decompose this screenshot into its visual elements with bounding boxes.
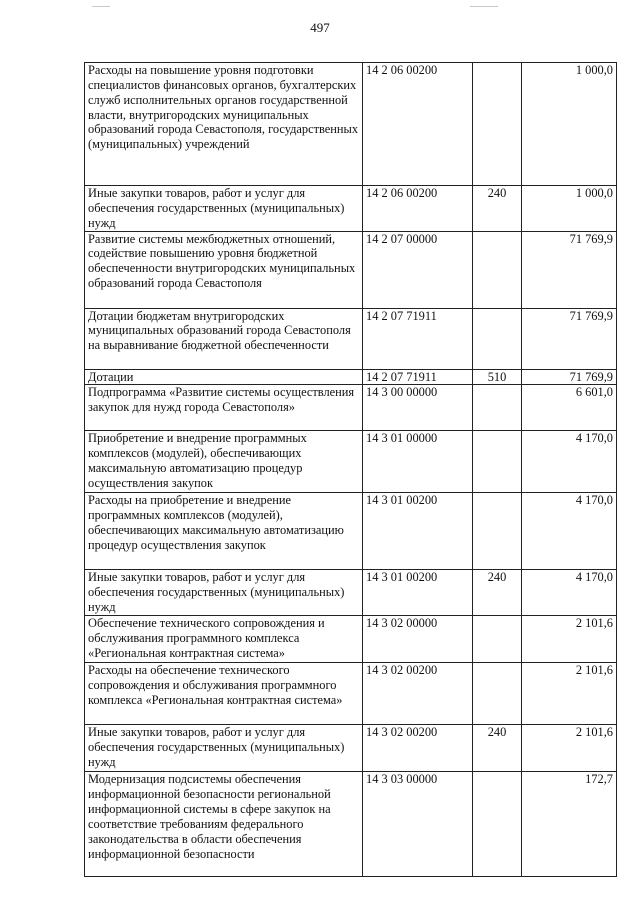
- amount-cell: 2 101,6: [522, 663, 617, 725]
- target-article-code-cell: 14 3 02 00200: [363, 725, 473, 772]
- target-article-code-cell: 14 3 01 00200: [363, 570, 473, 616]
- expense-type-cell: [473, 308, 522, 369]
- expense-name-cell: Иные закупки товаров, работ и услуг для обеспечения государственных (муниципальных) нужд: [85, 570, 363, 616]
- expense-type-cell: [473, 231, 522, 308]
- target-article-code-cell: 14 2 06 00200: [363, 186, 473, 232]
- target-article-code-cell: 14 2 07 71911: [363, 369, 473, 385]
- table-row: [85, 431, 617, 493]
- expense-name-cell: Обеспечение технического сопровождения и обслуживания программного комплекса «Региональная контрактная система»: [85, 616, 363, 663]
- target-article-code-cell: 14 3 00 00000: [363, 385, 473, 431]
- expense-name-cell: Расходы на обеспечение технического сопровождения и обслуживания программного комплекса «Региональная контрактная система»: [85, 663, 363, 725]
- expense-type-cell: [473, 772, 522, 877]
- amount-cell: 71 769,9: [522, 231, 617, 308]
- expense-type-cell: [473, 385, 522, 431]
- budget-table-body: [85, 63, 617, 877]
- table-row: [85, 663, 617, 725]
- table-row: [85, 186, 617, 232]
- expense-name-cell: Приобретение и внедрение программных комплексов (модулей), обеспечивающих максимальную автоматизацию процедур осуществления закупок: [85, 431, 363, 493]
- budget-table: [84, 62, 617, 877]
- scan-artifact-right: [470, 6, 498, 7]
- expense-type-cell: [473, 616, 522, 663]
- expense-name-cell: Развитие системы межбюджетных отношений, содействие повышению уровня бюджетной обеспеченности внутригородских муниципальных образований города Севастополя: [85, 231, 363, 308]
- amount-cell: 2 101,6: [522, 616, 617, 663]
- table-row: [85, 616, 617, 663]
- amount-cell: 2 101,6: [522, 725, 617, 772]
- target-article-code-cell: 14 2 07 00000: [363, 231, 473, 308]
- amount-cell: 4 170,0: [522, 493, 617, 570]
- amount-cell: 172,7: [522, 772, 617, 877]
- expense-type-cell: 240: [473, 725, 522, 772]
- expense-type-cell: [473, 431, 522, 493]
- expense-type-cell: 510: [473, 369, 522, 385]
- amount-cell: 6 601,0: [522, 385, 617, 431]
- table-row: [85, 385, 617, 431]
- target-article-code-cell: 14 2 06 00200: [363, 63, 473, 186]
- expense-type-cell: [473, 663, 522, 725]
- expense-type-cell: 240: [473, 570, 522, 616]
- expense-name-cell: Иные закупки товаров, работ и услуг для обеспечения государственных (муниципальных) нужд: [85, 186, 363, 232]
- table-row: [85, 772, 617, 877]
- expense-name-cell: Модернизация подсистемы обеспечения информационной безопасности региональной информационной системы в сфере закупок на соответствие требованиям федерального законодательства в области обеспечения информационной безопасности: [85, 772, 363, 877]
- table-row: [85, 308, 617, 369]
- target-article-code-cell: 14 3 02 00000: [363, 616, 473, 663]
- expense-name-cell: Дотации бюджетам внутригородских муниципальных образований города Севастополя на выравнивание бюджетной обеспеченности: [85, 308, 363, 369]
- expense-type-cell: 240: [473, 186, 522, 232]
- table-row: [85, 570, 617, 616]
- table-row: [85, 725, 617, 772]
- target-article-code-cell: 14 3 01 00000: [363, 431, 473, 493]
- expense-name-cell: Подпрограмма «Развитие системы осуществления закупок для нужд города Севастополя»: [85, 385, 363, 431]
- amount-cell: 4 170,0: [522, 431, 617, 493]
- table-row: [85, 493, 617, 570]
- expense-type-cell: [473, 493, 522, 570]
- expense-name-cell: Расходы на приобретение и внедрение программных комплексов (модулей), обеспечивающих максимальную автоматизацию процедур осуществления закупок: [85, 493, 363, 570]
- expense-name-cell: Расходы на повышение уровня подготовки специалистов финансовых органов, бухгалтерских служб исполнительных органов государственной власти, внутригородских муниципальных образований города Севастополя, государственных (муниципальных) учреждений: [85, 63, 363, 186]
- amount-cell: 4 170,0: [522, 570, 617, 616]
- expense-name-cell: Иные закупки товаров, работ и услуг для обеспечения государственных (муниципальных) нужд: [85, 725, 363, 772]
- page-number: 497: [310, 20, 330, 35]
- target-article-code-cell: 14 3 03 00000: [363, 772, 473, 877]
- target-article-code-cell: 14 2 07 71911: [363, 308, 473, 369]
- table-row: [85, 63, 617, 186]
- table-row: [85, 231, 617, 308]
- scan-artifact-left: [92, 6, 110, 7]
- amount-cell: 1 000,0: [522, 186, 617, 232]
- amount-cell: 1 000,0: [522, 63, 617, 186]
- target-article-code-cell: 14 3 02 00200: [363, 663, 473, 725]
- target-article-code-cell: 14 3 01 00200: [363, 493, 473, 570]
- table-row: [85, 369, 617, 385]
- amount-cell: 71 769,9: [522, 308, 617, 369]
- amount-cell: 71 769,9: [522, 369, 617, 385]
- expense-name-cell: Дотации: [85, 369, 363, 385]
- expense-type-cell: [473, 63, 522, 186]
